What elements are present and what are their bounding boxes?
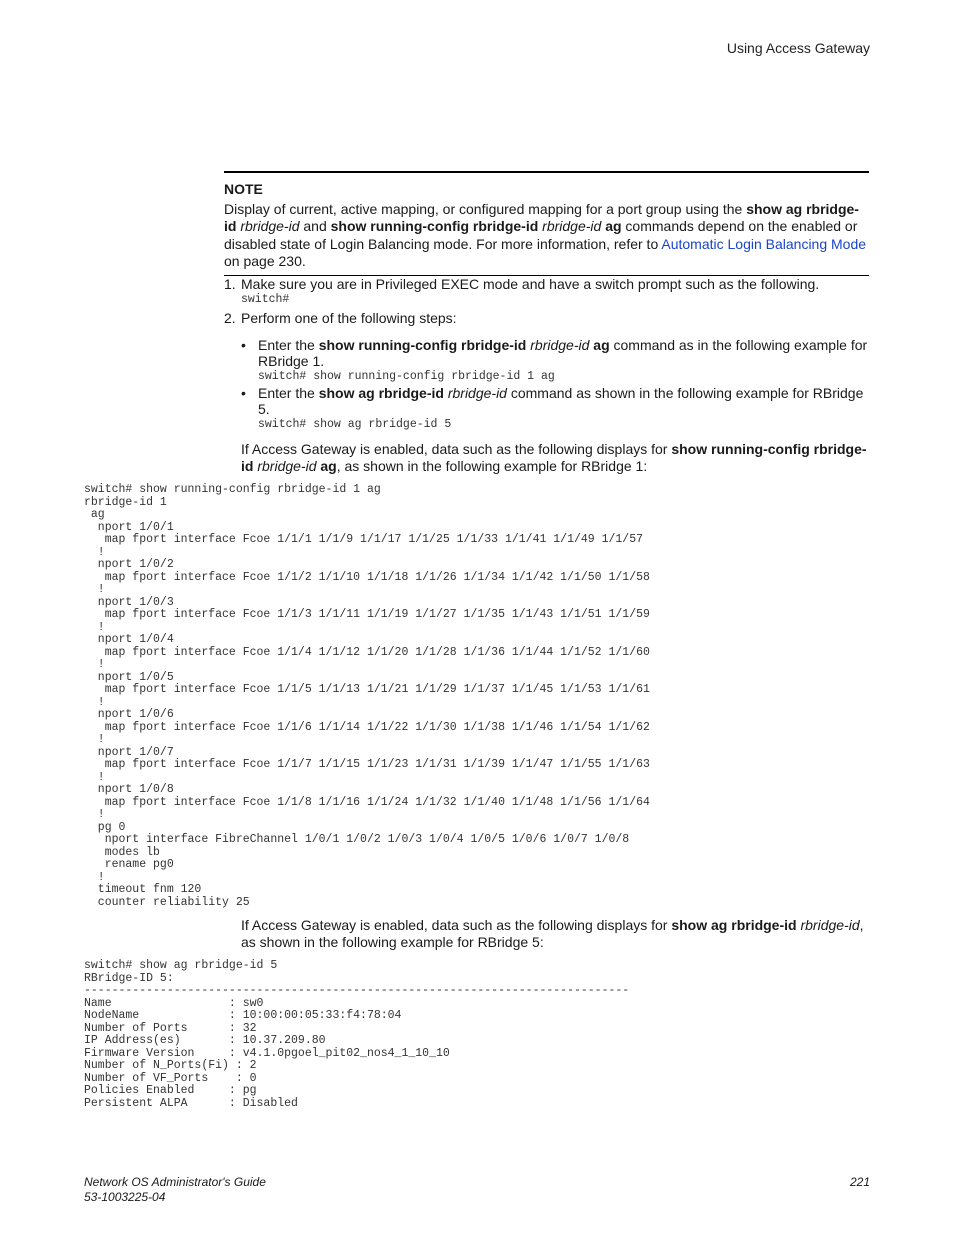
step-1: 1. Make sure you are in Privileged EXEC mode and have a switch prompt such as the following. xyxy=(224,276,820,292)
note-text: Display of current, active mapping, or configured mapping for a port group using the show ag rbridge-id rbridge-id and show running-config rbridge-id rbridge-id ag commands depend on the enabled or disabled state of Login Balancing mode. For more information, refer to Automatic Login Balancing Mode on page 230. xyxy=(224,200,867,269)
step-2: 2. Perform one of the following steps: xyxy=(224,310,457,326)
footer-title: Network OS Administrator's Guide xyxy=(84,1175,266,1189)
footer-doc-number: 53-1003225-04 xyxy=(84,1190,166,1204)
code-block-show-ag: switch# show ag rbridge-id 5 RBridge-ID 5: ------------------------------------------------------------------------------- Name : sw0 NodeName : 10:00:00:05:33:f4:78:04 Number of Ports : 32 IP Address(es) : 10.37.209.80 Firmware Version : v4.1.0pgoel_pit02_nos4_1_10_10 Number of N_Ports(Fi) : 2 Number of VF_Ports : 0 Policies Enabled : pg Persistent ALPA : Disabled xyxy=(84,959,630,1110)
step-1-code: switch# xyxy=(241,293,290,306)
paragraph-rbridge1-intro: If Access Gateway is enabled, data such as the following displays for show running-config rbridge-id rbridge-id ag, as shown in the following example for RBridge 1: xyxy=(241,441,867,474)
bullet-item-1: • Enter the show running-config rbridge-id rbridge-id ag command as in the following example for RBridge 1. xyxy=(241,337,868,369)
page-number: 221 xyxy=(849,1175,870,1189)
login-balancing-link[interactable]: Automatic Login Balancing Mode xyxy=(661,235,867,252)
bullet-item-2: • Enter the show ag rbridge-id rbridge-id command as shown in the following example for RBridge 5. xyxy=(241,385,864,417)
code-block-running-config: switch# show running-config rbridge-id 1 ag rbridge-id 1 ag nport 1/0/1 map fport interface Fcoe 1/1/1 1/1/9 1/1/17 1/1/25 1/1/33 1/1/41 1/1/49 1/1/57 ! nport 1/0/2 map fport interface Fcoe 1/1/2 1/1/10 1/1/18 1/1/26 1/1/34 1/1/42 1/1/50 1/1/58 ! nport 1/0/3 map fport interface Fcoe 1/1/3 1/1/11 1/1/19 1/1/27 1/1/35 1/1/43 1/1/51 1/1/59 ! nport 1/0/4 map fport interface Fcoe 1/1/4 1/1/12 1/1/20 1/1/28 1/1/36 1/1/44 1/1/52 1/1/60 ! nport 1/0/5 map fport interface Fcoe 1/1/5 1/1/13 1/1/21 1/1/29 1/1/37 1/1/45 1/1/53 1/1/61 ! nport 1/0/6 map fport interface Fcoe 1/1/6 1/1/14 1/1/22 1/1/30 1/1/38 1/1/46 1/1/54 1/1/62 ! nport 1/0/7 map fport interface Fcoe 1/1/7 1/1/15 1/1/23 1/1/31 1/1/39 1/1/47 1/1/55 1/1/63 ! nport 1/0/8 map fport interface Fcoe 1/1/8 1/1/16 1/1/24 1/1/32 1/1/40 1/1/48 1/1/56 1/1/64 ! pg 0 nport interface FibreChannel 1/0/1 1/0/2 1/0/3 1/0/4 1/0/5 1/0/6 1/0/7 1/0/8 modes lb rename pg0 ! timeout fnm 120 counter reliability 25 xyxy=(84,483,650,909)
note-box xyxy=(224,171,869,276)
bullet-2-code: switch# show ag rbridge-id 5 xyxy=(258,418,452,431)
bullet-1-code: switch# show running-config rbridge-id 1 ag xyxy=(258,370,555,383)
paragraph-rbridge5-intro: If Access Gateway is enabled, data such as the following displays for show ag rbridge-id rbridge-id, as shown in the following example for RBridge 5: xyxy=(241,917,864,950)
running-header: Using Access Gateway xyxy=(726,40,870,56)
footer-doc-info xyxy=(84,1175,266,1205)
note-label: NOTE xyxy=(224,181,263,197)
